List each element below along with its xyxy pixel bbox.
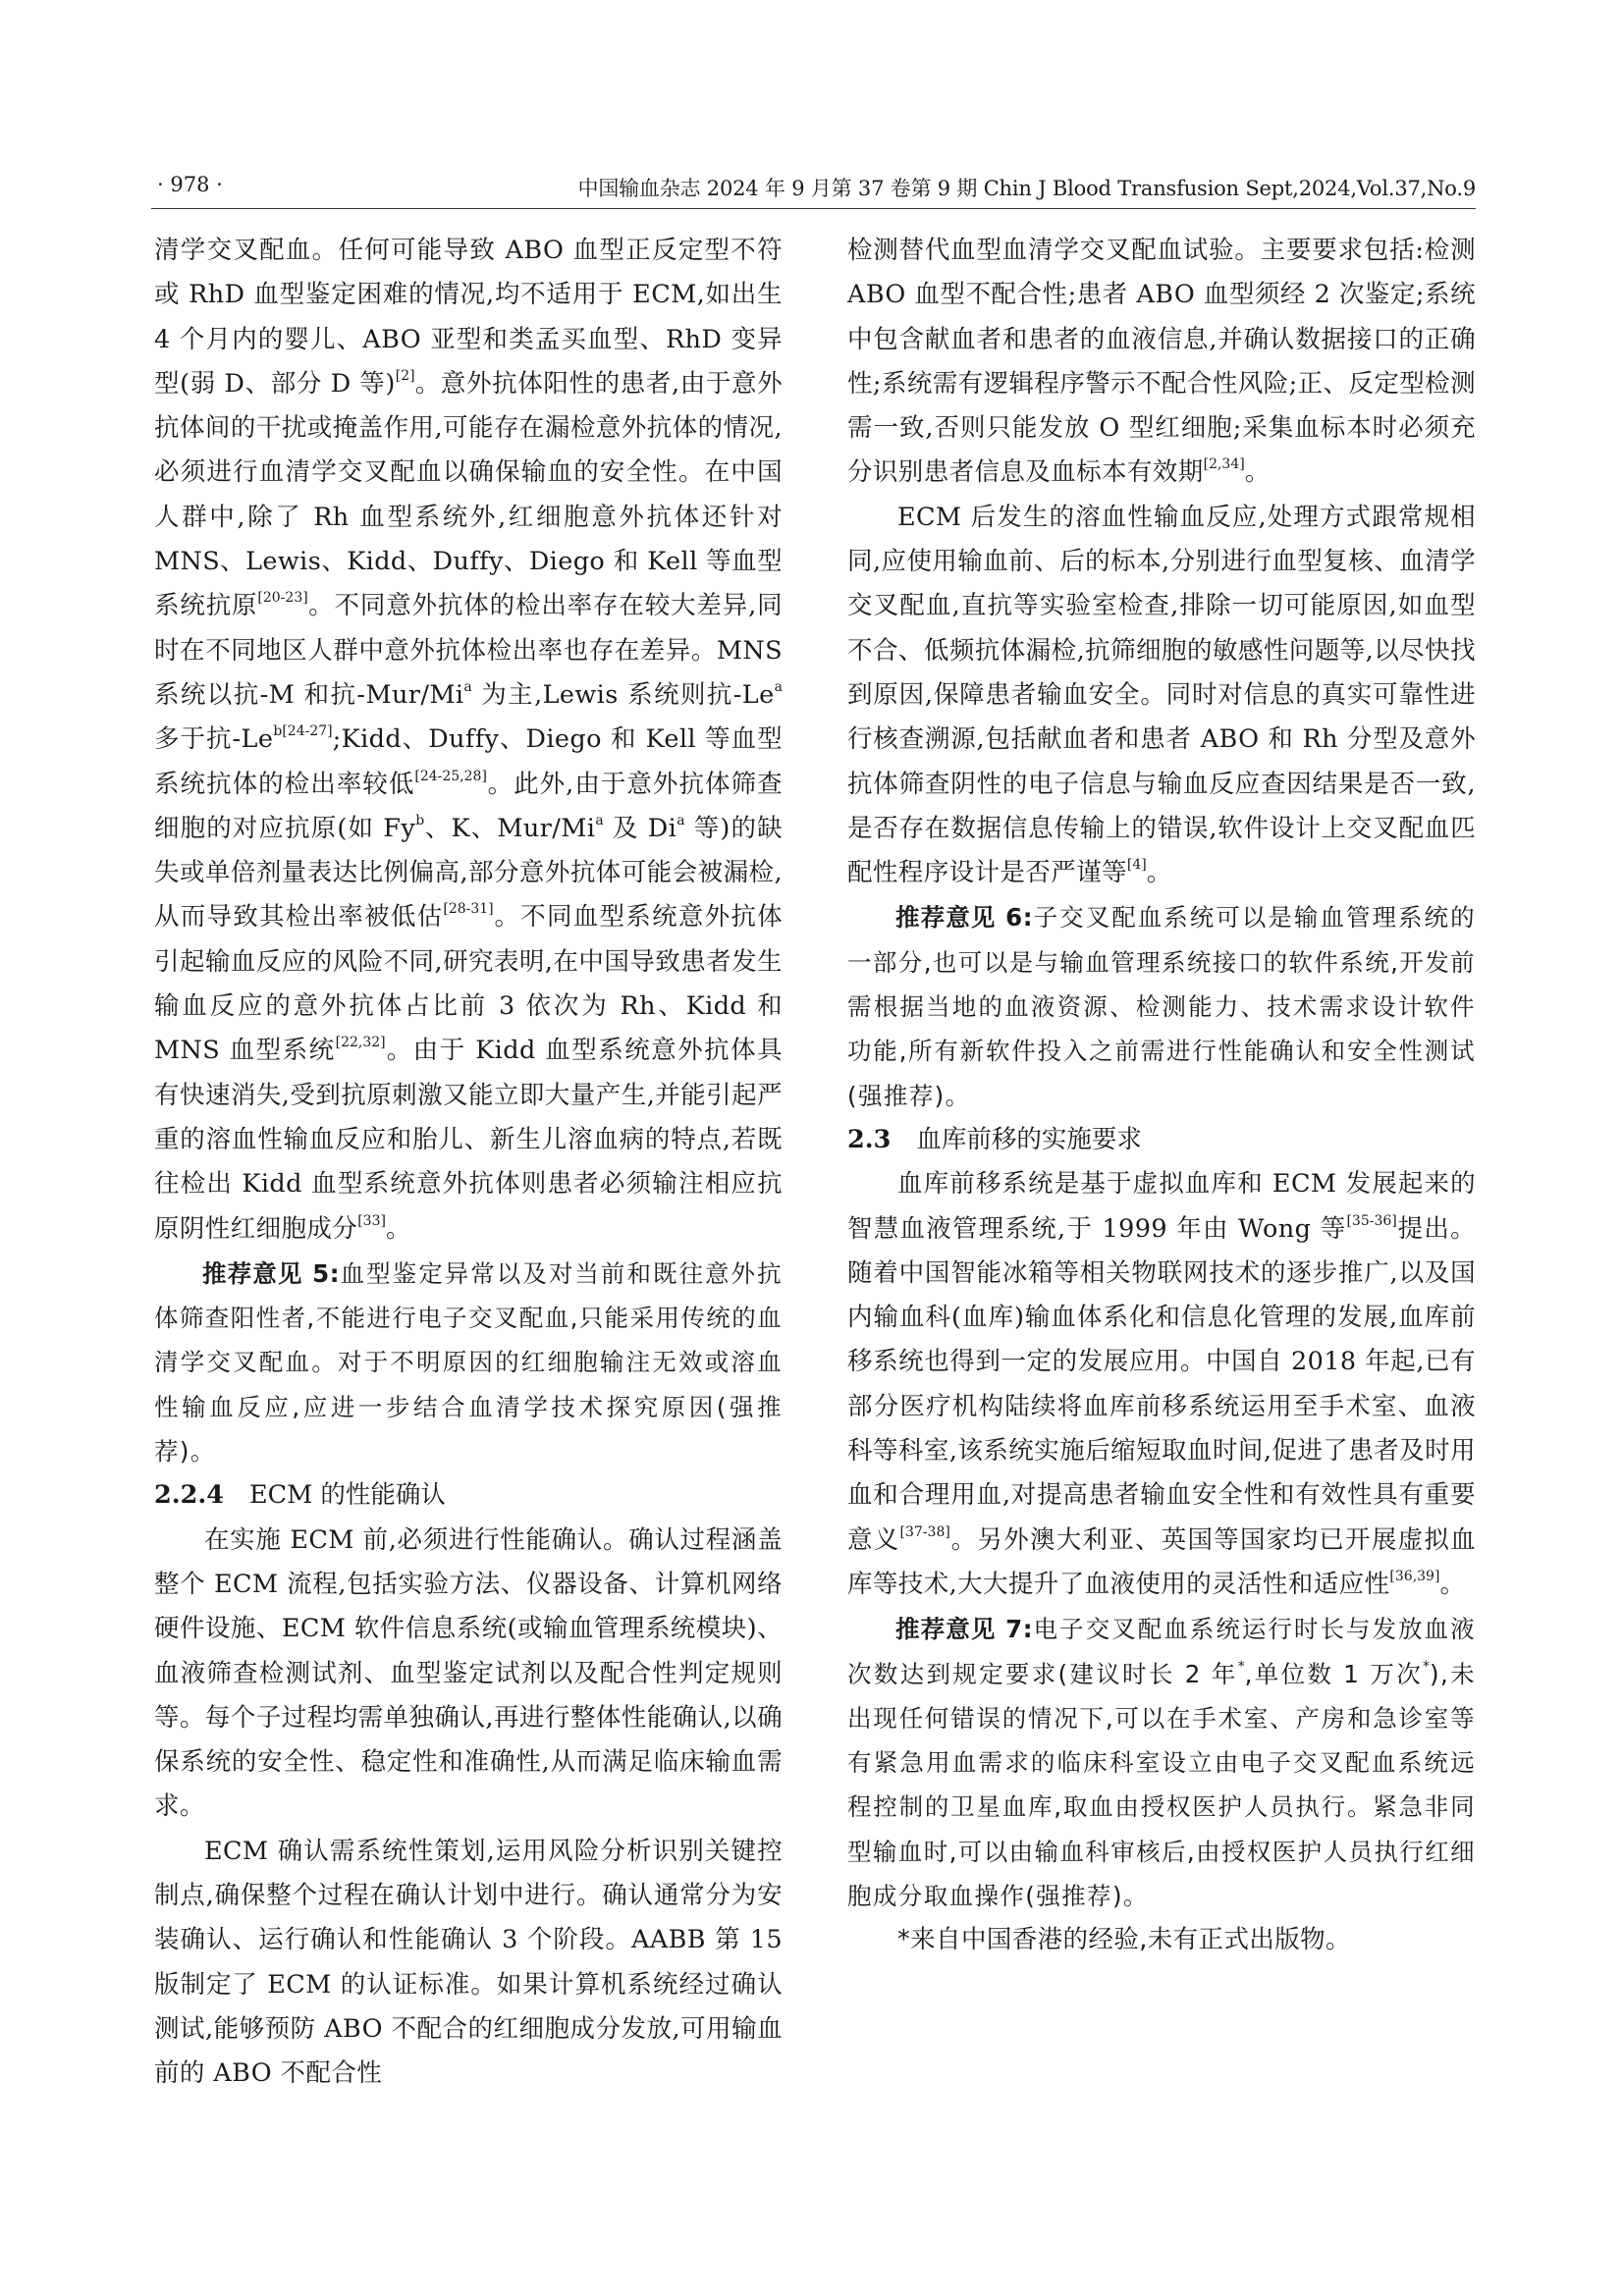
text-run: ECM 后发生的溶血性输血反应,处理方式跟常规相同,应使用输血前、后的标本,分别进行血型复核、血清学交叉配血,直抗等实验室检查,排除一切可能原因,如血型不合、低频抗体漏检,抗筛细胞的敏感性问题等,以尽快找到原因,保障患者输血安全。同时对信息的真实可靠性进行核查溯源,包括献血者和患者 ABO 和 Rh 分型及意外抗体筛查阴性的电子信息与输血反应查因结果是否一致,是否存在数据信息传输上的错误,软件设计上交叉配血匹配性程序设计是否严谨等 [847,502,1476,888]
paragraph [154,229,783,1252]
superscript: a [774,678,783,695]
header-rule [151,208,1476,209]
recommendation-label: 推荐意见 7: [895,1615,1034,1644]
section-title: ECM 的性能确认 [248,1480,446,1511]
left-column [154,229,783,2096]
text-run: 等)的缺失或单倍剂量表达比例偏高,部分意外抗体可能会被漏检,从而导致其检出率被低估 [154,813,784,933]
paragraph [847,229,1476,496]
text-run: 。另外澳大利亚、英国等国家均已开展虚拟血库等技术,大大提升了血液使用的灵活性和适应性 [847,1524,1476,1599]
recommendation-7 [847,1607,1476,1918]
recommendation-label: 推荐意见 6: [895,903,1034,933]
superscript: a [463,678,472,695]
citation: [33] [357,1212,386,1229]
superscript: b [273,723,283,740]
text-run: ;Kidd、Duffy、Diego 和 Kell 等血型系统抗体的检出率较低 [154,724,783,799]
text-run: 多于抗-Le [154,724,274,755]
recommendation-text: 血型鉴定异常以及对当前和既往意外抗体筛查阳性者,不能进行电子交叉配血,只能采用传统的血清学交叉配血。对于不明原因的红细胞输注无效或溶血性输血反应,应进一步结合血清学技术探究原因(强推荐)。 [154,1258,783,1467]
recommendation-text: 子交叉配血系统可以是输血管理系统的一部分,也可以是与输血管理系统接口的软件系统,开发前需根据当地的血液资源、检测能力、技术需求设计软件功能,所有新软件投入之前需进行性能确认和安全性测试(强推荐)。 [847,903,1476,1110]
journal-header: 中国输血杂志 2024 年 9 月第 37 卷第 9 期 Chin J Blood Transfusion Sept,2024,Vol.37,No.9 [577,177,1476,200]
paragraph: ECM 确认需系统性策划,运用风险分析识别关键控制点,确保整个过程在确认计划中进行。确认通常分为安装确认、运行确认和性能确认 3 个阶段。AABB 第 15 版制定了 ECM 的认证标准。如果计算机系统经过确认测试,能够预防 ABO 不配合的红细胞成分发放,可用输血前的 ABO 不配合性 [154,1836,783,2089]
text-run: 检测替代血型血清学交叉配血试验。主要要求包括:检测 ABO 血型不配合性;患者 ABO 血型须经 2 次鉴定;系统中包含献血者和患者的血液信息,并确认数据接口的正确性;系统需有逻辑程序警示不配合性风险;正、反定型检测需一致,否则只能发放 O 型红细胞;采集血标本时必须充分识别患者信息及血标本有效期 [847,236,1476,488]
citation: [37-38] [899,1523,950,1540]
citation: [35-36] [1346,1212,1397,1229]
citation: [20-23] [257,590,308,607]
section-heading-2-2-4 [154,1473,783,1518]
page-number: · 978 · [157,173,223,196]
citation: [24-25,28] [414,768,487,784]
recommendation-6 [847,895,1476,1117]
citation: [2,34] [1203,456,1245,473]
text-run: 及 Di [603,813,677,843]
footnote-marker: * [1423,1658,1431,1675]
recommendation-5 [154,1252,783,1473]
text-run: 。 [1146,858,1172,888]
text-run: 。 [385,1213,411,1244]
recommendation-text: ,单位数 1 万次 [1244,1659,1424,1688]
paragraph [847,1162,1476,1607]
footnote-marker: * [1237,1658,1245,1675]
paragraph [847,496,1476,896]
text-run: 、K、Mur/Mi [424,813,596,843]
text-run: 为主,Lewis 系统则抗-Le [471,679,775,710]
superscript: a [676,812,685,828]
right-column [847,229,1476,1963]
citation: [28-31] [443,901,494,918]
text-run: 。由于 Kidd 血型系统意外抗体具有快速消失,受到抗原刺激又能立即大量产生,并能引起严重的溶血性输血反应和胎儿、新生儿溶血病的特点,若既往检出 Kidd 血型系统意外抗体则患者必须输注相应抗原阴性红细胞成分 [154,1036,784,1244]
recommendation-label: 推荐意见 5: [202,1258,341,1288]
citation: [36,39] [1389,1568,1440,1584]
text-run: 。 [1439,1569,1466,1599]
section-number: 2.2.4 [154,1480,224,1511]
recommendation-text: 电子交叉配血系统运行时长与发放血液次数达到规定要求(建议时长 2 年 [847,1615,1476,1688]
section-heading-2-3 [847,1118,1476,1162]
footnote: *来自中国香港的经验,未有正式出版物。 [897,1925,1351,1955]
citation: [22,32] [335,1035,386,1051]
citation: [24-27] [282,723,333,740]
section-title: 血库前移的实施要求 [916,1124,1142,1154]
text-run: 。意外抗体阳性的患者,由于意外抗体间的干扰或掩盖作用,可能存在漏检意外抗体的情况,必须进行血清学交叉配血以确保输血的安全性。在中国人群中,除了 Rh 血型系统外,红细胞意外抗体还针对 MNS、Lewis、Kidd、Duffy、Diego 和 Kell 等血型系统抗原 [154,368,783,621]
text-run: 血库前移系统是基于虚拟血库和 ECM 发展起来的智慧血液管理系统,于 1999 年由 Wong 等 [847,1169,1476,1244]
text-run: 清学交叉配血。任何可能导致 ABO 血型正反定型不符或 RhD 血型鉴定困难的情况,均不适用于 ECM,如出生 4 个月内的婴儿、ABO 亚型和类孟买血型、RhD 变异型(弱 D、部分 D 等) [154,236,783,399]
paragraph: 在实施 ECM 前,必须进行性能确认。确认过程涵盖整个 ECM 流程,包括实验方法、仪器设备、计算机网络硬件设施、ECM 软件信息系统(或输血管理系统模块)、血液筛查检测试剂、血型鉴定试剂以及配合性判定规则等。每个子过程均需单独确认,再进行整体性能确认,以确保系统的安全性、稳定性和准确性,从而满足临床输血需求。 [154,1524,783,1822]
text-run: 提出。随着中国智能冰箱等相关物联网技术的逐步推广,以及国内输血科(血库)输血体系化和信息化管理的发展,血库前移系统也得到一定的发展应用。中国自 2018 年起,已有部分医疗机构陆续将血库前移系统运用至手术室、血液科等科室,该系统实施后缩短取血时间,促进了患者及时用血和合理用血,对提高患者输血安全性和有效性具有重要意义 [847,1213,1476,1555]
citation: [4] [1126,857,1147,874]
recommendation-text: ),未出现任何错误的情况下,可以在手术室、产房和急诊室等有紧急用血需求的临床科室设立由电子交叉配血系统远程控制的卫星血库,取血由授权医护人员执行。紧急非同型输血时,可以由输血科审核后,由授权医护人员执行红细胞成分取血操作(强推荐)。 [847,1659,1476,1910]
text-run: 。此外,由于意外抗体筛查细胞的对应抗原(如 Fy [154,769,783,843]
superscript: b [415,812,425,828]
text-run: 。不同血型系统意外抗体引起输血反应的风险不同,研究表明,在中国导致患者发生输血反应的意外抗体占比前 3 依次为 Rh、Kidd 和 MNS 血型系统 [154,902,784,1066]
text-run: 。不同意外抗体的检出率存在较大差异,同时在不同地区人群中意外抗体检出率也存在差异。MNS 系统以抗-M 和抗-Mur/Mi [154,591,783,710]
citation: [2] [395,367,415,384]
superscript: a [595,812,604,828]
section-number: 2.3 [847,1124,892,1154]
text-run: 。 [1244,457,1271,488]
